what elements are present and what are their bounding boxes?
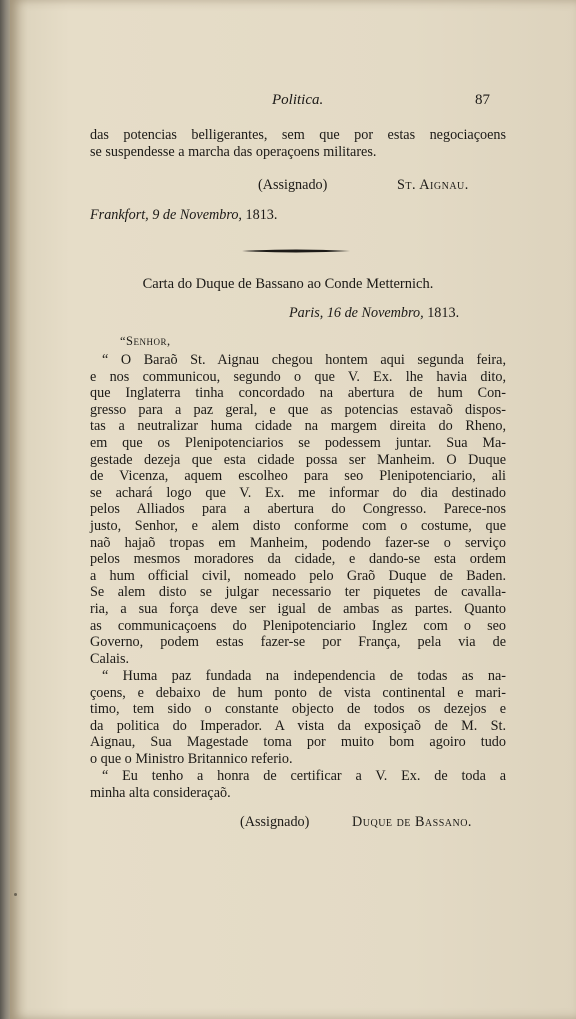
running-title: Politica. (272, 92, 324, 108)
text-line: gestade dezeja que esta cidade possa ser Manheim. O Duque (90, 451, 506, 468)
text-line: que Inglaterra tinha concordado na abertura de hum Con- (90, 385, 506, 402)
letter-salutation: “Senhor, (120, 334, 171, 348)
letter-dateline-year: 1813. (427, 305, 460, 321)
text-line: çoens, e debaixo de hum ponto de vista continental e mari- (90, 684, 506, 701)
text-line: pelos Alliados para a abertura do Congresso. Parece-nos (90, 501, 506, 518)
dateline-year: 1813. (245, 207, 278, 223)
text-line: as communicaçoens do Plenipotenciario Inglez com o seo (90, 617, 506, 634)
page-number: 87 (475, 92, 490, 108)
letter-paragraph-1 (90, 352, 506, 667)
text-line: timo, tem sido o constante objecto de todos os dezejos e (90, 701, 506, 718)
text-line: justo, Senhor, e alem disto conforme com o costume, que (90, 517, 506, 534)
text-line: das potencias belligerantes, sem que por estas negociaçoens (90, 127, 506, 143)
section-divider-rule (242, 249, 350, 253)
text-line: se achará logo que V. Ex. me informar do dia destinado (90, 484, 506, 501)
letter-paragraph-2 (90, 668, 506, 768)
paper-speck (14, 893, 17, 896)
text-line: em que os Plenipotenciarios se podessem juntar. Sua Ma- (90, 434, 506, 451)
first-dateline (90, 207, 277, 224)
text-line: de Vicenza, aquem escolheo para seo Plenipotenciario, ali (90, 468, 506, 485)
document-page (10, 0, 576, 1019)
text-line: naõ hajaõ tropas em Manheim, podendo fazer-se o serviço (90, 534, 506, 551)
first-signature-label: (Assignado) (258, 177, 328, 193)
text-line: pelos mesmos moradores da cidade, e dando-se esta ordem (90, 551, 506, 568)
text-line: “ O Baraõ St. Aignau chegou hontem aqui segunda feira, (102, 352, 506, 368)
text-line: o que o Ministro Britannico referio. (90, 750, 293, 767)
letter-title: Carta do Duque de Bassano ao Conde Metternich. (142, 276, 434, 292)
letter-signature-name: Duque de Bassano. (352, 814, 472, 830)
text-line: da politica do Imperador. A vista da exposiçaõ de M. St. (90, 717, 506, 734)
text-line: a hum official civil, nomeado pelo Graõ Duque de Baden. (90, 567, 506, 584)
text-line: Calais. (90, 650, 130, 667)
text-line: minha alta consideraçaõ. (90, 784, 231, 801)
book-spine-edge (0, 0, 10, 1019)
letter-signature-label: (Assignado) (240, 814, 310, 830)
text-line: Aignau, Sua Magestade toma por muito bom agoiro tudo (90, 734, 506, 751)
text-line: tas a neutralizar huma cidade na margem direita do Rheno, (90, 418, 506, 435)
continued-paragraph (90, 127, 506, 160)
text-line: Governo, podem estas fazer-se por França, pela via de (90, 634, 506, 651)
text-line: “ Eu tenho a honra de certificar a V. Ex. de toda a (102, 768, 506, 784)
letter-paragraph-3 (90, 768, 506, 801)
dateline-place-date: Frankfort, 9 de Novembro, (90, 207, 242, 223)
text-line: e nos communicou, segundo o que V. Ex. lhe havia dito, (90, 368, 506, 385)
letter-dateline (289, 305, 459, 322)
first-signature-name: St. Aignau. (397, 177, 469, 193)
text-line: Se alem disto se julgar necessario ter piquetes de cavalla- (90, 584, 506, 601)
text-line: se suspendesse a marcha das operaçoens militares. (90, 143, 377, 160)
text-line: ria, a sua força deve ser igual de ambas as partes. Quanto (90, 600, 506, 617)
letter-dateline-place-date: Paris, 16 de Novembro, (289, 305, 424, 321)
text-line: “ Huma paz fundada na independencia de todas as na- (102, 668, 506, 684)
page-header (10, 92, 576, 112)
text-line: gresso para a paz geral, e que as potencias estavaõ dispos- (90, 401, 506, 418)
